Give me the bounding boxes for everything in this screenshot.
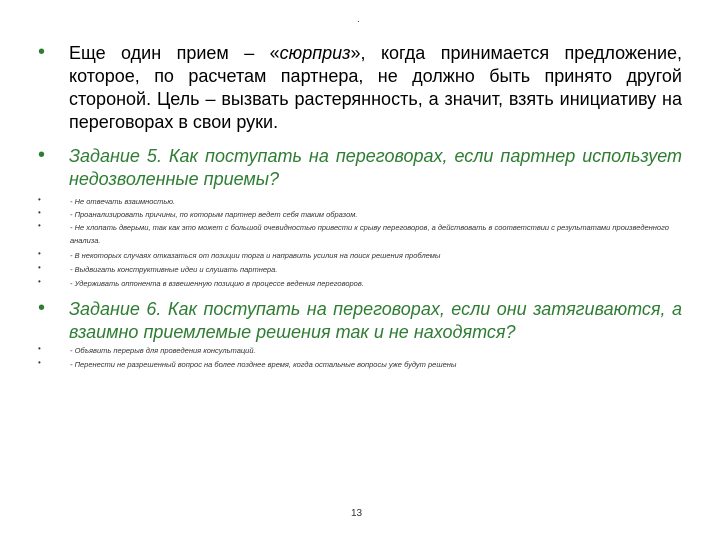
bullet-task6 (38, 298, 682, 344)
task5-point-text: - Не отвечать взаимностью. (70, 197, 176, 206)
task5-point (38, 195, 682, 208)
bullet-marker: • (38, 41, 46, 63)
task5-point-text: - Выдвигать конструктивные идеи и слушать партнера. (70, 265, 278, 274)
task5-heading: Задание 5. Как поступать на переговорах, если партнер использует недозволенные приемы? (69, 146, 682, 189)
top-mark: . (357, 14, 360, 25)
task6-point (38, 358, 682, 371)
bullet-marker: • (38, 208, 41, 217)
task5-point-text: - Проанализировать причины, по которым партнер ведет себя таким образом. (70, 210, 358, 219)
task5-point (38, 208, 682, 221)
task5-point (38, 249, 682, 262)
page-number: 13 (351, 508, 363, 519)
bullet-marker: • (38, 344, 41, 353)
bullet-marker: • (38, 263, 41, 272)
task5-point-text: - В некоторых случаях отказаться от позиции торга и направить усилия на поиск решения проблемы (70, 251, 441, 260)
bullet-surprise (38, 42, 682, 134)
bullet-marker: • (38, 249, 41, 258)
bullet-marker: • (38, 358, 41, 367)
bullet-surprise-text: Еще один прием – «сюрприз», когда принимается предложение, которое, по расчетам партнера, не должно быть принято другой стороной. Цель – вызвать растерянность, а значит, взять инициативу на переговорах в свои руки. (69, 43, 683, 132)
task5-point (38, 221, 682, 247)
task5-point (38, 277, 682, 290)
bullet-marker: • (38, 277, 41, 286)
task5-point-text: - Не хлопать дверьми, так как это может с большой очевидностью привести к срыву переговоров, а действовать в соответствии с результатами произведенного анализа. (70, 223, 669, 245)
task5-point (38, 263, 682, 276)
task5-point-text: - Удерживать оппонента в взвешенную позицию в процессе ведения переговоров. (70, 279, 364, 288)
task6-point-text: - Объявить перерыв для проведения консультаций. (70, 346, 256, 355)
bullet-marker: • (38, 195, 41, 204)
bullet-task5 (38, 145, 682, 191)
bullet-marker: • (38, 221, 41, 230)
task6-heading: Задание 6. Как поступать на переговорах, если они затягиваются, а взаимно приемлемые решения так и не находятся? (69, 299, 682, 342)
bullet-marker: • (38, 297, 46, 319)
bullet-marker: • (38, 144, 46, 166)
task6-point (38, 344, 682, 357)
task6-point-text: - Перенести не разрешенный вопрос на более позднее время, когда остальные вопросы уже будут решены (70, 360, 457, 369)
